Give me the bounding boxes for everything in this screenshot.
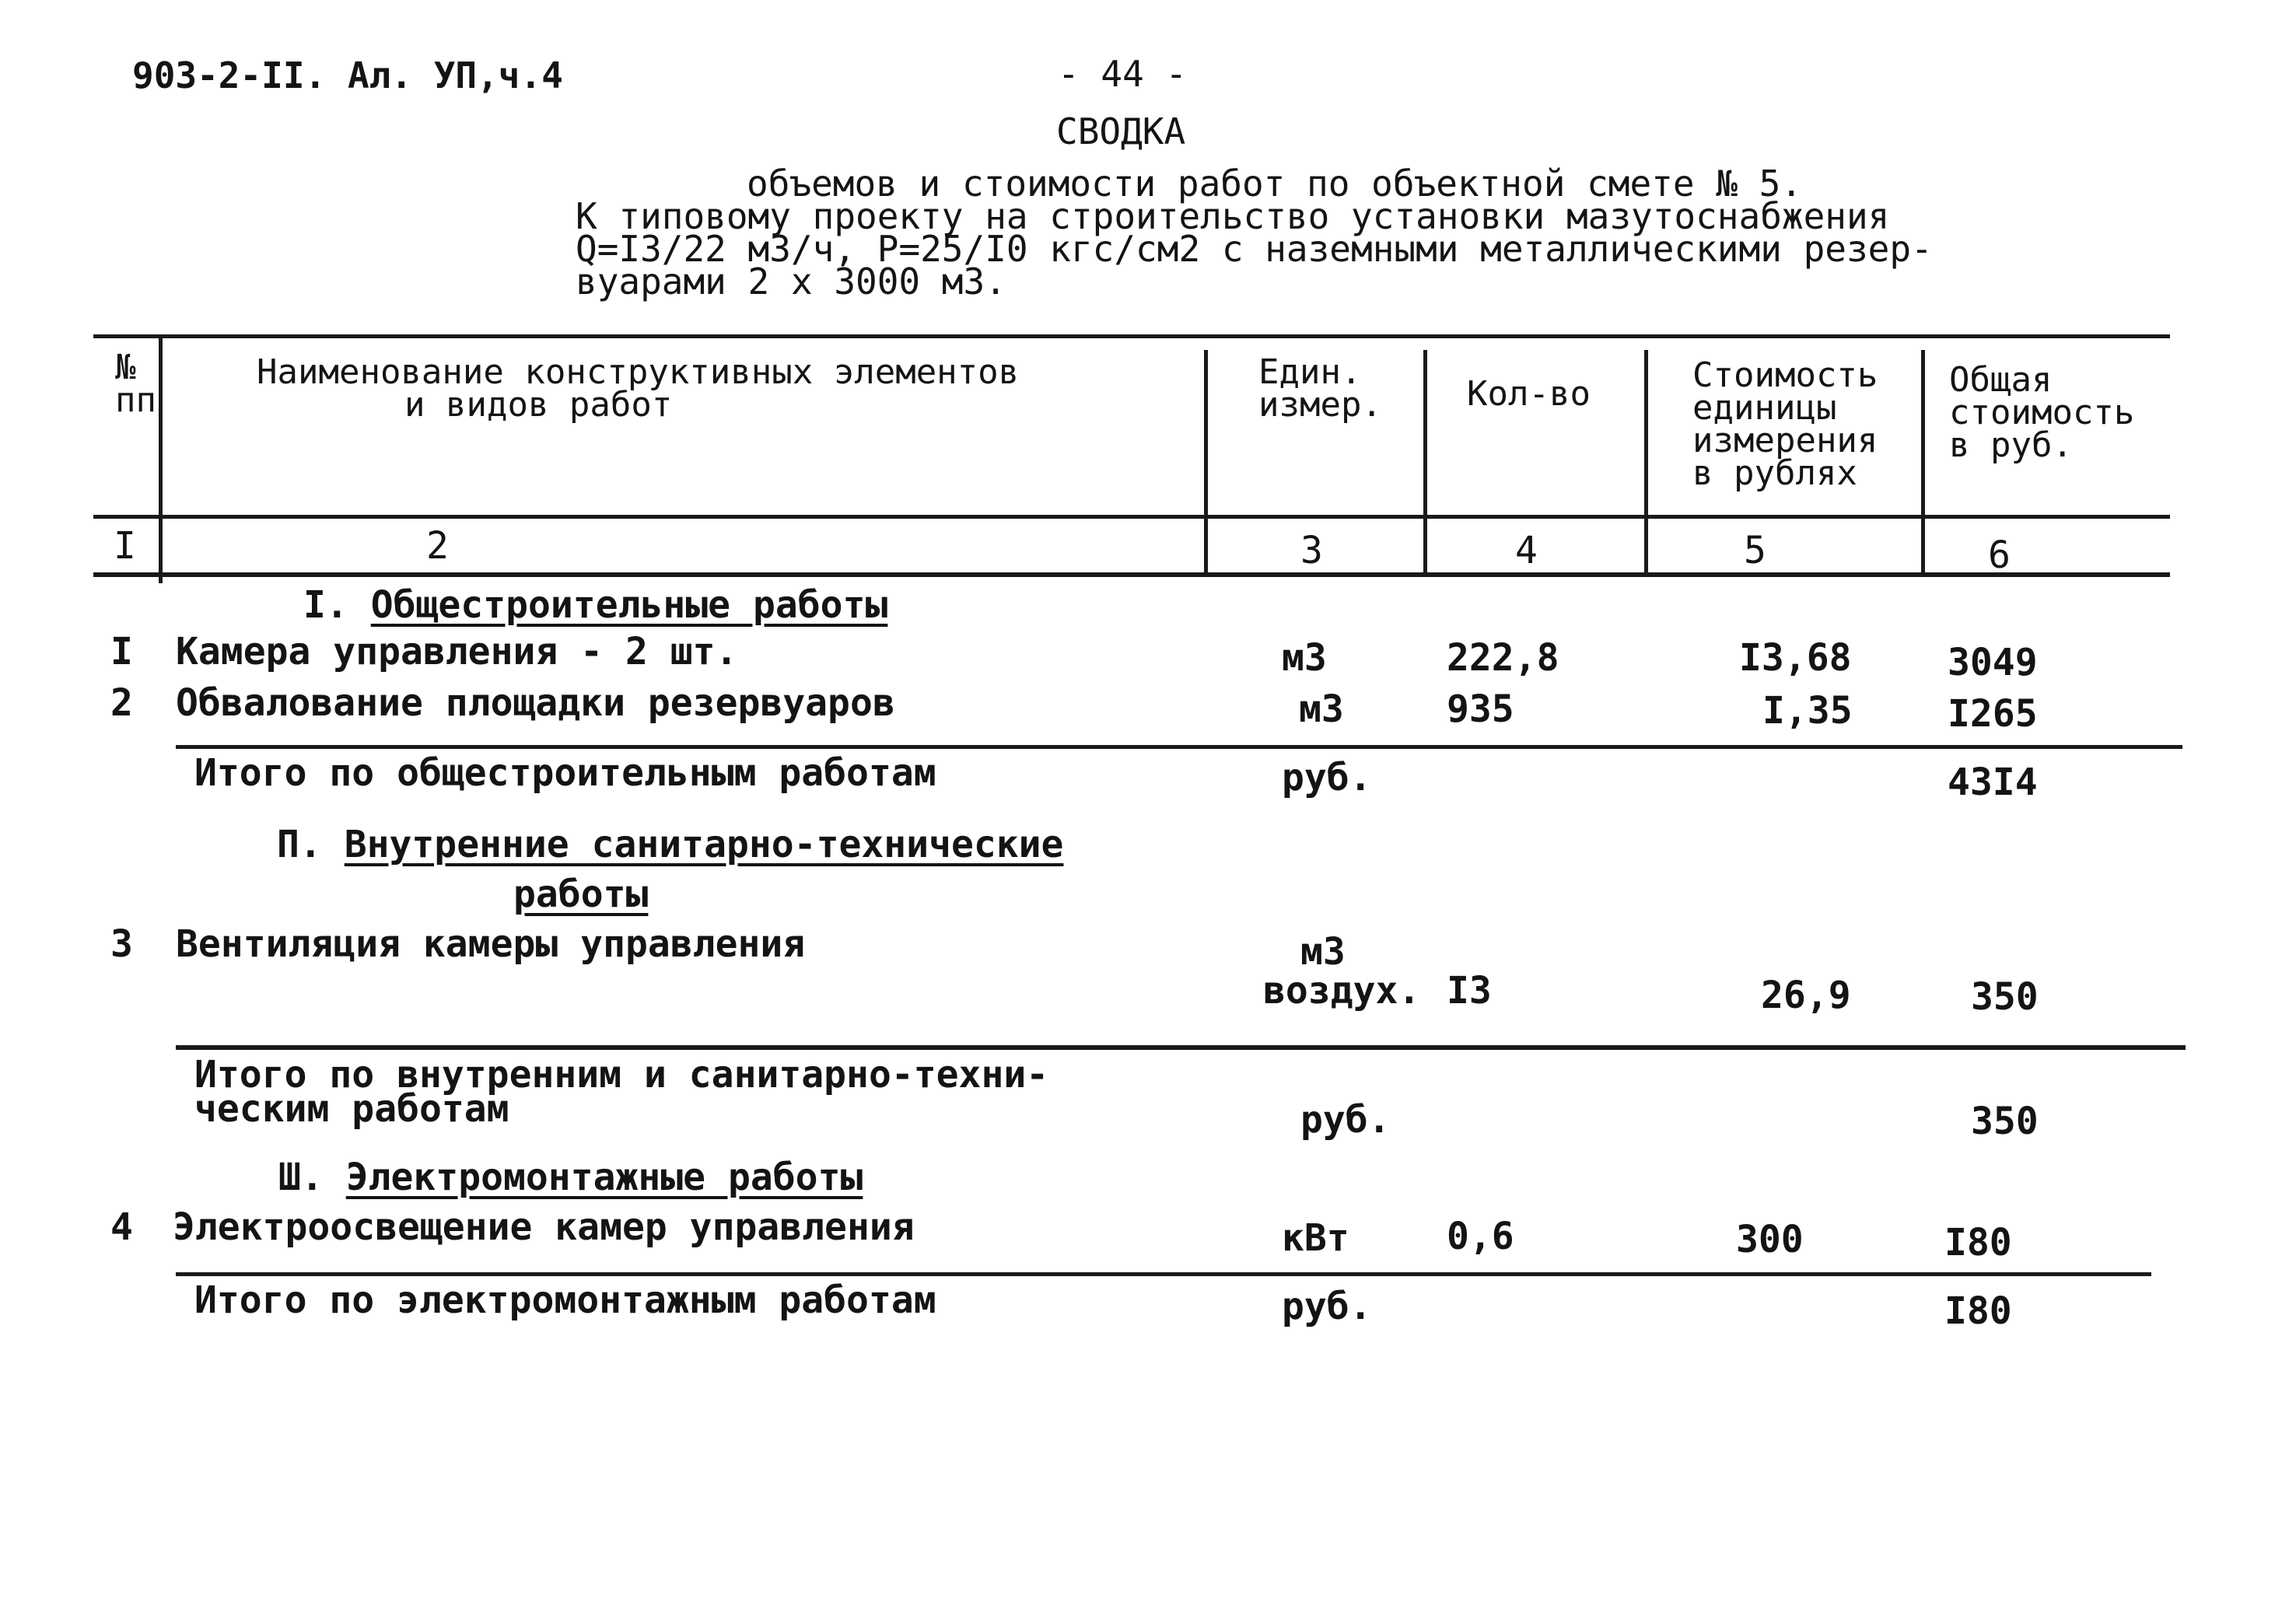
document-title: СВОДКА [1056,110,1186,152]
section-1-title: I. Общестроительные работы [303,583,888,627]
column-divider-5 [1921,350,1925,575]
column-number-4: 4 [1515,529,1538,572]
column-number-2: 2 [426,524,449,568]
column-number-3: 3 [1300,529,1323,572]
column-divider-2 [1204,350,1208,575]
column-divider-1 [159,334,163,583]
column-number-6: 6 [1988,533,2011,577]
subtitle-line-2: К типовому проекту на строительство установки мазутоснабжения [576,195,1890,237]
column-divider-4 [1644,350,1648,575]
section-2-title-cont: работы [513,873,649,916]
subtitle-line-4: вуарами 2 х 3000 м3. [576,261,1006,303]
section-3-title: Ш. Электромонтажные работы [278,1156,863,1199]
document-reference: 903-2-II. Ал. УП,ч.4 [132,54,563,96]
header-unit-cost: Стоимость единицы измерения в рублях [1692,355,1878,493]
page-number: - 44 - [1058,53,1188,95]
header-num: № пп [115,348,156,420]
header-unit: Един. измер. [1258,352,1382,425]
section-3-subtotal-rule [176,1272,2151,1276]
table-top-rule [93,334,2170,338]
column-number-rule [93,572,2170,577]
subtitle-line-1: объемов и стоимости работ по объектной смете № 5. [747,163,1803,205]
header-qty: Кол-во [1467,374,1591,414]
section-2-title: П. Внутренние санитарно-технические [277,823,1064,866]
subtitle-line-3: Q=I3/22 м3/ч, Р=25/I0 кгс/см2 с наземными металлическими резер- [576,228,1933,270]
column-number-1: I [114,524,136,568]
column-number-5: 5 [1744,529,1766,572]
section-2-subtotal-rule [176,1045,2186,1050]
column-divider-3 [1423,350,1427,575]
header-name: Наименование конструктивных элементов и видов работ [257,352,1020,425]
header-total: Общая стоимость в руб. [1949,360,2135,465]
section-1-subtotal-rule [176,745,2182,749]
header-bottom-rule [93,515,2170,519]
